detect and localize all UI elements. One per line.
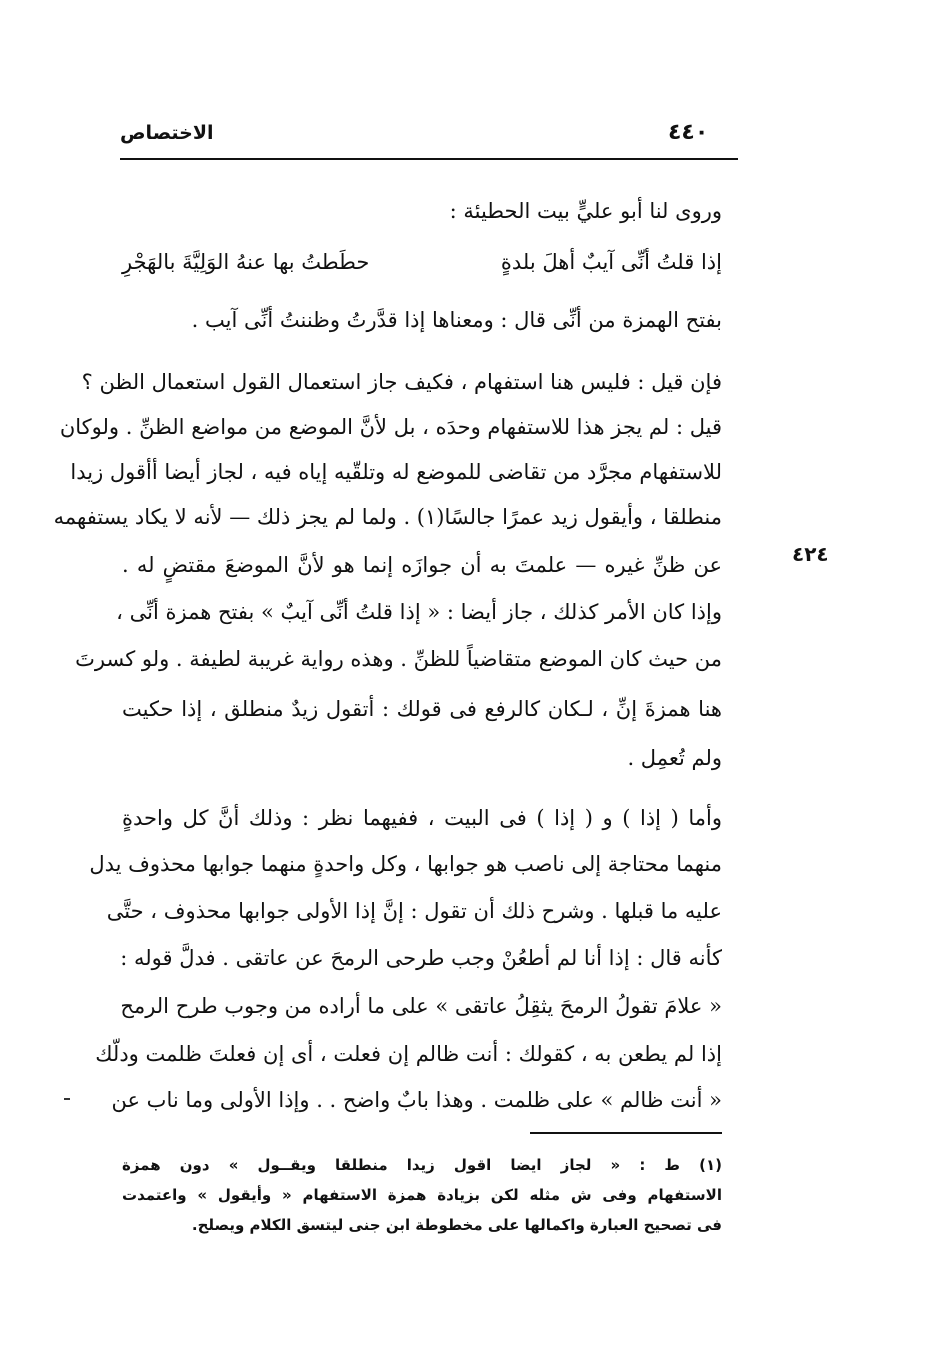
verse-note-line: بفتح الهمزة من أنِّى قال : ومعناها إذا قدَّرتُ وظننتُ أنِّى آيب . <box>191 308 722 332</box>
paragraph-2-line: « علامَ تقولُ الرمحَ يثقِلُ عاتقى » على ما أراده من وجوب طرح الرمح <box>120 994 722 1018</box>
paragraph-1-line: هنا همزةَ إنِّ ، لـكان كالرفع فى قولك : أتقول زيدٌ منطلق ، إذا حكيت <box>122 697 722 721</box>
paragraph-1-line: للاستفهام مجرَّد من تقاضى للموضع له وتلقّيه إياه فيه ، لجاز أيضا أأقول زيدا <box>70 460 722 484</box>
margin-page-reference: ٤٢٤ <box>792 542 829 566</box>
footnote-line: (١) ط : « لجاز ايضا اقول زيدا منطلقا ويقــول » دون همزة <box>122 1156 722 1174</box>
paragraph-1-line: عن ظنِّ غيره — علمتَ به أن جوازَه إنما هو لأنَّ الموضعَ مقتضٍ له . <box>122 553 722 577</box>
poetry-verse <box>122 250 722 280</box>
paragraph-2-line: عليه ما قبلها . وشرح ذلك أن تقول : إنَّ إذا الأولى جوابها محذوف ، حتَّى <box>106 899 722 923</box>
header-rule <box>120 158 738 160</box>
running-header-title: الاختصاص <box>120 122 214 144</box>
page-number: ٤٤٠ <box>668 120 709 145</box>
paragraph-1-line: ولم تُعمِل . <box>627 746 722 770</box>
paragraph-2-line: إذا لم يطعن به ، كقولك : أنت ظالم إن فعلت ، أى إن فعلتَ ظلمت ودلّك <box>95 1042 722 1066</box>
verse-first-hemistich: إذا قلتُ أنِّى آيبٌ أهلَ بلدةٍ <box>500 250 722 274</box>
paragraph-2-line: منهما محتاجة إلى ناصب هو جوابها ، وكل واحدةٍ منهما جوابها محذوف يدل <box>89 852 722 876</box>
footnote-separator <box>530 1132 722 1134</box>
paragraph-1-line: وإذا كان الأمر كذلك ، جاز أيضا : « إذا قلتُ أنِّى آيبٌ » بفتح همزة أنِّى ، <box>116 600 722 624</box>
paragraph-1-line: من حيث كان الموضع متقاضياً للظنِّ . وهذه رواية غريبة لطيفة . ولو كسرتَ <box>75 647 722 671</box>
footnote-line: فى تصحيح العبارة واكمالها على مخطوطة ابن جنى ليتسق الكلام ويصلح. <box>191 1216 722 1234</box>
footnote-line: الاستفهام وفى ش مثله لكن بزيادة همزة الاستفهام « وأيقول » واعتمدت <box>122 1186 722 1204</box>
paragraph-1-line: منطلقا ، وأيقول زيد عمرًا جالسًا(١) . ولما لم يجز ذلك — لأنه لا يكاد يستفهمه <box>53 505 722 529</box>
verse-second-hemistich: حطَطتُ بها عنهُ الوَلِيَّةَ بالهَجْرِ <box>122 250 370 274</box>
paragraph-2-line: « أنت ظالم » على ظلمت . وهذا بابٌ واضح . . وإذا الأولى وما ناب عن <box>111 1088 722 1112</box>
intro-line: وروى لنا أبو عليٍّ بيت الحطيئة : <box>449 199 722 223</box>
paragraph-2-line: وأما ( إذا ) و ( إذا ) فى البيت ، ففيهما نظر : وذلك أنَّ كل واحدةٍ <box>122 806 722 830</box>
scan-speck <box>64 1098 70 1100</box>
paragraph-1-line: فإن قيل : فليس هنا استفهام ، فكيف جاز استعمال القول استعمال الظن ؟ <box>81 370 722 394</box>
paragraph-2-line: كأنه قال : إذا أنا لم أطعُنْ وجب طرحى الرمحَ عن عاتقى . فدلَّ قوله : <box>120 946 722 970</box>
paragraph-1-line: قيل : لم يجز هذا للاستفهام وحدَه ، بل لأنَّ الموضع من مواضع الظنِّ . ولوكان <box>59 415 722 439</box>
